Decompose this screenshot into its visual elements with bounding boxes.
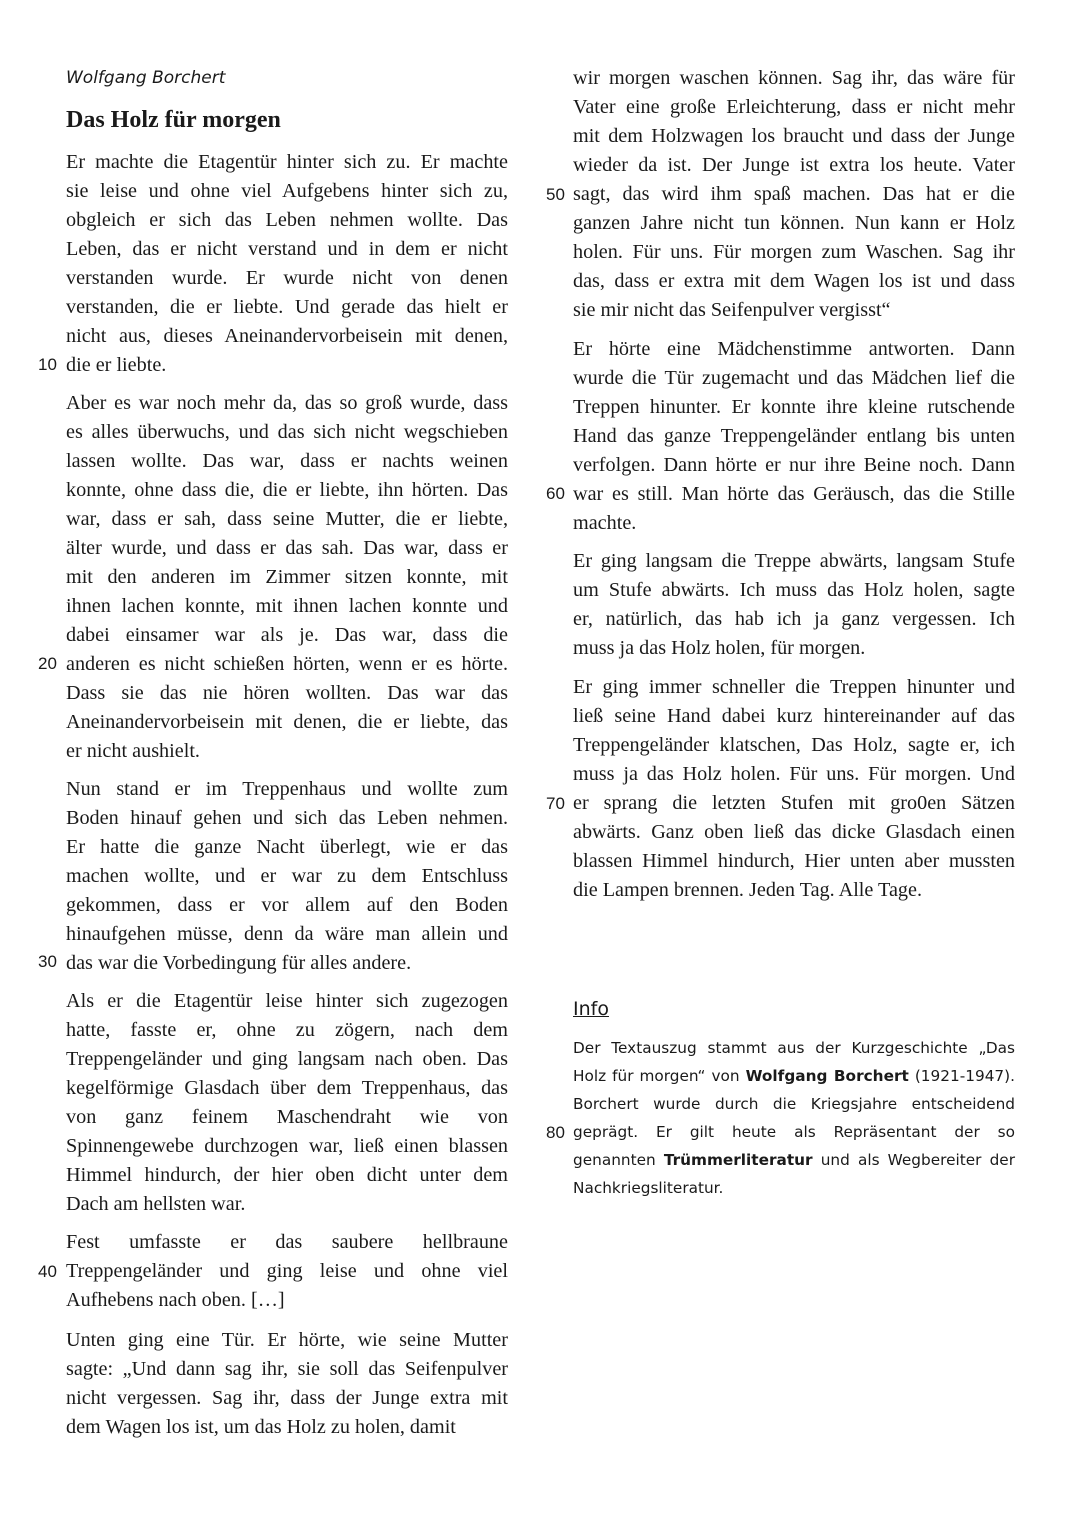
text-line: hatte, fasste er, ohne zu zögern, nach dem	[66, 1019, 508, 1041]
text-line: Als er die Etagentür leise hinter sich zugezogen	[66, 990, 508, 1012]
text-line: das war die Vorbedingung für alles andere.	[66, 952, 412, 974]
info-line: geprägt. Er gilt heute als Repräsentant der so	[573, 1123, 1015, 1141]
text-line: älter wurde, und dass er das sah. Das war, dass er	[66, 537, 508, 559]
line-number: 40	[38, 1262, 57, 1281]
info-line	[573, 1062, 1015, 1090]
text-line: Treppen hinunter. Er konnte ihre kleine rutschende	[573, 396, 1015, 418]
text-line: muss ja das Holz holen. Für uns. Für morgen. Und	[573, 763, 1015, 785]
text-line: wir morgen waschen können. Sag ihr, das wäre für	[573, 67, 1015, 89]
text-line: Dach am hellsten war.	[66, 1193, 246, 1215]
text-line: lassen wollte. Das war, dass er nachts weinen	[66, 450, 508, 472]
line-number: 20	[38, 654, 57, 673]
text-line: wurde die Tür zugemacht und das Mädchen lief die	[573, 367, 1015, 389]
info-line	[573, 1146, 1015, 1174]
text-line: Fest umfasste er das saubere hellbraune	[66, 1231, 508, 1253]
text-line: von ganz feinem Maschendraht wie von	[66, 1106, 508, 1128]
page-title: Das Holz für morgen	[66, 107, 281, 133]
text-line: hinaufgehen müsse, denn da wäre man allein und	[66, 923, 508, 945]
text-line: das, dass er extra mit dem Wagen los ist und dass	[573, 270, 1015, 292]
line-number: 80	[546, 1123, 565, 1142]
text-line: er, natürlich, das hab ich ja ganz vergessen. Ich	[573, 608, 1015, 630]
text-line: sagte: „Und dann sag ihr, sie soll das Seifenpulver	[66, 1358, 508, 1380]
text-line: ihnen lachen konnte, mit ihnen lachen konnte und	[66, 595, 508, 617]
text-line: Unten ging eine Tür. Er hörte, wie seine Mutter	[66, 1329, 508, 1351]
text-line: Treppengeländer klatschen, Das Holz, sagte er, ich	[573, 734, 1015, 756]
text-line: er sprang die letzten Stufen mit gro0en Sätzen	[573, 792, 1015, 814]
text-line: Aneinandervorbeisein mit denen, die er liebte, das	[66, 711, 508, 733]
text-line: gekommen, dass er vor allem auf den Boden	[66, 894, 508, 916]
text-line: Leben, das er nicht verstand und in dem er nicht	[66, 238, 508, 260]
text-line: mit dem Holzwagen los braucht und dass der Junge	[573, 125, 1015, 147]
text-line: wieder da ist. Der Junge ist extra los heute. Vater	[573, 154, 1015, 176]
text-line: nicht aus, dieses Aneinandervorbeisein mit denen,	[66, 325, 508, 347]
text-line: um Stufe abwärts. Ich muss das Holz holen, sagte	[573, 579, 1015, 601]
text-line: obgleich er sich das Leben nehmen wollte. Das	[66, 209, 508, 231]
text-line: sagt, das wird ihm spaß machen. Das hat er die	[573, 183, 1015, 205]
line-number: 60	[546, 484, 565, 503]
text-line: Er ging langsam die Treppe abwärts, langsam Stufe	[573, 550, 1015, 572]
line-number: 30	[38, 952, 57, 971]
text-line: blassen Himmel hindurch, Hier unten aber mussten	[573, 850, 1015, 872]
text-line: Vater eine große Erleichterung, dass er nicht mehr	[573, 96, 1015, 118]
line-number: 50	[546, 185, 565, 204]
text-line: sie leise und ohne viel Aufgebens hinter sich zu,	[66, 180, 508, 202]
text-line: machte.	[573, 512, 637, 534]
text-line: Er machte die Etagentür hinter sich zu. Er machte	[66, 151, 508, 173]
text-line: Er ging immer schneller die Treppen hinunter und	[573, 676, 1015, 698]
text-line: Er hatte die ganze Nacht überlegt, wie er das	[66, 836, 508, 858]
text-line: Dass sie das nie hören wollten. Das war das	[66, 682, 508, 704]
text-line: kegelförmige Glasdach über dem Treppenhaus, das	[66, 1077, 508, 1099]
text-line: Treppengeländer und ging leise und ohne viel	[66, 1260, 508, 1282]
text-line: Hand das ganze Treppengeländer entlang bis unten	[573, 425, 1015, 447]
info-text: (1921-1947).	[908, 1067, 1016, 1085]
text-line: Treppengeländer und ging langsam nach oben. Das	[66, 1048, 508, 1070]
text-line: ganzen Jahre nicht tun können. Nun kann er Holz	[573, 212, 1015, 234]
text-line: verfolgen. Dann hörte er nur ihre Beine noch. Dann	[573, 454, 1015, 476]
line-number: 10	[38, 355, 57, 374]
text-line: Aufhebens nach oben. […]	[66, 1289, 285, 1311]
text-line: war es still. Man hörte das Geräusch, das die Stille	[573, 483, 1015, 505]
text-line: sie mir nicht das Seifenpulver vergisst“	[573, 299, 891, 321]
text-line: Himmel hindurch, der hier oben dicht unter dem	[66, 1164, 508, 1186]
text-line: es alles überwuchs, und das sich nicht wegschieben	[66, 421, 508, 443]
info-text: genannten	[573, 1151, 664, 1169]
text-line: Spinnengewebe durchzogen war, ließ einen blassen	[66, 1135, 508, 1157]
text-line: dabei einsamer war als je. Das war, dass die	[66, 624, 508, 646]
text-line: verstanden, die er liebte. Und gerade das hielt er	[66, 296, 508, 318]
line-number: 70	[546, 794, 565, 813]
text-line: die er liebte.	[66, 354, 167, 376]
text-line: abwärts. Ganz oben ließ das dicke Glasdach einen	[573, 821, 1015, 843]
text-line: anderen es nicht schießen hörten, wenn er es hörte.	[66, 653, 508, 675]
text-line: machen wollte, und er war zu dem Entschluss	[66, 865, 508, 887]
info-line: Der Textauszug stammt aus der Kurzgeschichte „Das	[573, 1039, 1015, 1057]
text-line: konnte, ohne dass die, die er liebte, ihn hörten. Das	[66, 479, 508, 501]
text-line: war, dass er sah, dass seine Mutter, die er liebte,	[66, 508, 508, 530]
info-line: Borchert wurde durch die Kriegsjahre entscheidend	[573, 1095, 1015, 1113]
author-name: Wolfgang Borchert	[66, 68, 226, 88]
info-line: Nachkriegsliteratur.	[573, 1179, 724, 1197]
text-line: holen. Für uns. Für morgen zum Waschen. Sag ihr	[573, 241, 1015, 263]
info-text: Holz für morgen“ von	[573, 1067, 746, 1085]
info-author-bold: Wolfgang Borchert	[745, 1067, 909, 1085]
text-line: er nicht aushielt.	[66, 740, 200, 762]
text-line: Er hörte eine Mädchenstimme antworten. Dann	[573, 338, 1015, 360]
text-line: Nun stand er im Treppenhaus und wollte zum	[66, 778, 508, 800]
info-text: und als Wegbereiter der	[812, 1151, 1015, 1169]
info-heading: Info	[573, 998, 609, 1020]
info-genre-bold: Trümmerliteratur	[663, 1151, 813, 1169]
text-line: muss ja das Holz holen, für morgen.	[573, 637, 866, 659]
text-line: dem Wagen los ist, um das Holz zu holen, damit	[66, 1416, 456, 1438]
text-line: verstanden wurde. Er wurde nicht von denen	[66, 267, 508, 289]
text-line: ließ seine Hand dabei kurz hintereinander auf das	[573, 705, 1015, 727]
text-line: die Lampen brennen. Jeden Tag. Alle Tage.	[573, 879, 923, 901]
text-line: Boden hinauf gehen und sich das Leben nehmen.	[66, 807, 508, 829]
text-line: mit den anderen im Zimmer sitzen konnte, mit	[66, 566, 508, 588]
text-line: Aber es war noch mehr da, das so groß wurde, dass	[66, 392, 508, 414]
text-line: nicht vergessen. Sag ihr, dass der Junge extra mit	[66, 1387, 508, 1409]
